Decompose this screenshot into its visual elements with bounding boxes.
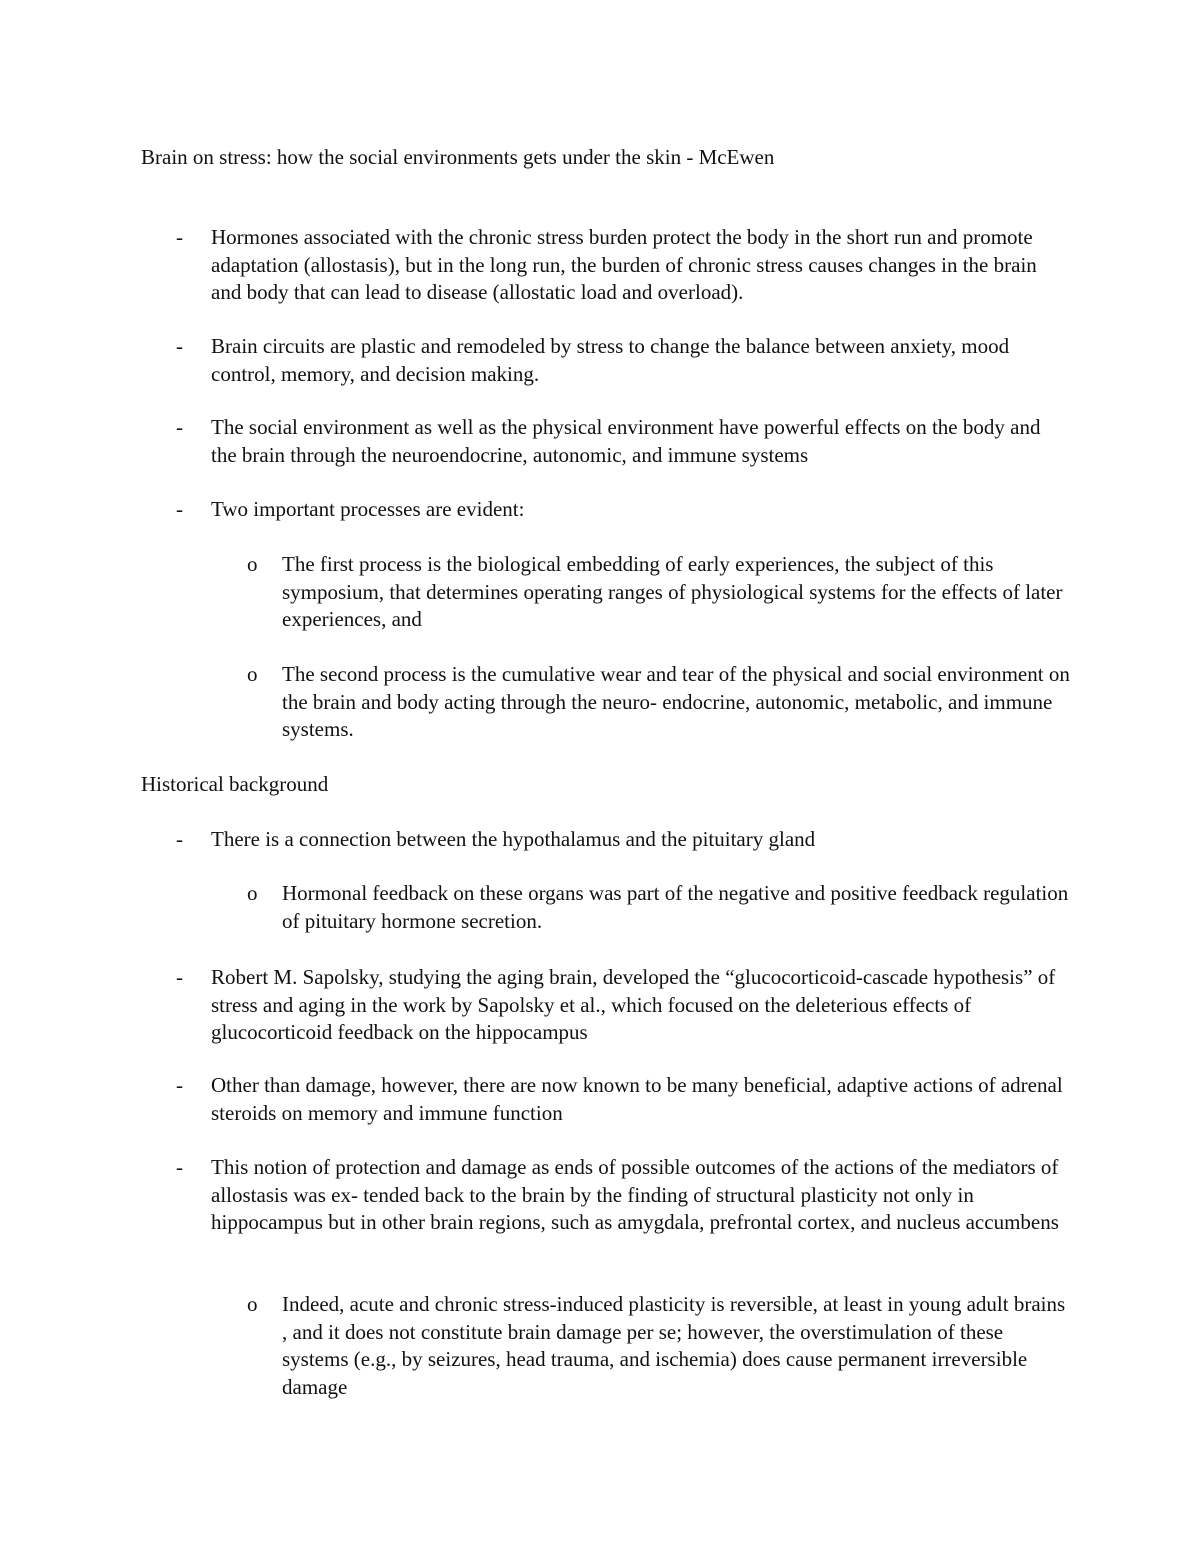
list-item-text: Two important processes are evident:	[211, 497, 525, 521]
list-item-text: The second process is the cumulative wear and tear of the physical and social environment on the brain and body acting through the neuro- endocrine, autonomic, metabolic, and immune systems.	[282, 662, 1070, 741]
dash-bullet: -	[176, 334, 183, 358]
circle-bullet: o	[247, 1292, 258, 1316]
dash-bullet: -	[176, 415, 183, 439]
document-title: Brain on stress: how the social environments gets under the skin - McEwen	[141, 145, 775, 169]
dash-bullet: -	[176, 1073, 183, 1097]
circle-bullet: o	[247, 881, 258, 905]
dash-bullet: -	[176, 497, 183, 521]
list-item-text: Hormonal feedback on these organs was part of the negative and positive feedback regulation of pituitary hormone secretion.	[282, 881, 1069, 933]
circle-bullet: o	[247, 662, 258, 686]
dash-bullet: -	[176, 225, 183, 249]
list-item-text: Indeed, acute and chronic stress-induced plasticity is reversible, at least in young adult brains , and it does not constitute brain damage per se; however, the overstimulation of these systems (e.g., by seizures, head trauma, and ischemia) does cause permanent irreversible damage	[282, 1292, 1066, 1399]
list-item-text: The social environment as well as the physical environment have powerful effects on the body and the brain through the neuroendocrine, autonomic, and immune systems	[211, 415, 1041, 467]
dash-bullet: -	[176, 965, 183, 989]
list-item-text: Hormones associated with the chronic stress burden protect the body in the short run and promote adaptation (allostasis), but in the long run, the burden of chronic stress causes changes in the brain and body that can lead to disease (allostatic load and overload).	[211, 225, 1037, 304]
list-item-text: This notion of protection and damage as ends of possible outcomes of the actions of the mediators of allostasis was ex- tended back to the brain by the finding of structural plasticity not only in hippocampus but in other brain regions, such as amygdala, prefrontal cortex, and nucleus accumbens	[211, 1155, 1059, 1234]
section-heading: Historical background	[141, 772, 329, 796]
list-item-text: There is a connection between the hypothalamus and the pituitary gland	[211, 827, 816, 851]
circle-bullet: o	[247, 552, 258, 576]
list-item-text: The first process is the biological embedding of early experiences, the subject of this symposium, that determines operating ranges of physiological systems for the effects of later experiences, and	[282, 552, 1063, 631]
dash-bullet: -	[176, 1155, 183, 1179]
dash-bullet: -	[176, 827, 183, 851]
list-item-text: Robert M. Sapolsky, studying the aging brain, developed the “glucocorticoid-cascade hypothesis” of stress and aging in the work by Sapolsky et al., which focused on the deleterious effects of glucocorticoid feedback on the hippocampus	[211, 965, 1056, 1044]
list-item-text: Other than damage, however, there are now known to be many beneficial, adaptive actions of adrenal steroids on memory and immune function	[211, 1073, 1063, 1125]
list-item-text: Brain circuits are plastic and remodeled by stress to change the balance between anxiety, mood control, memory, and decision making.	[211, 334, 1010, 386]
